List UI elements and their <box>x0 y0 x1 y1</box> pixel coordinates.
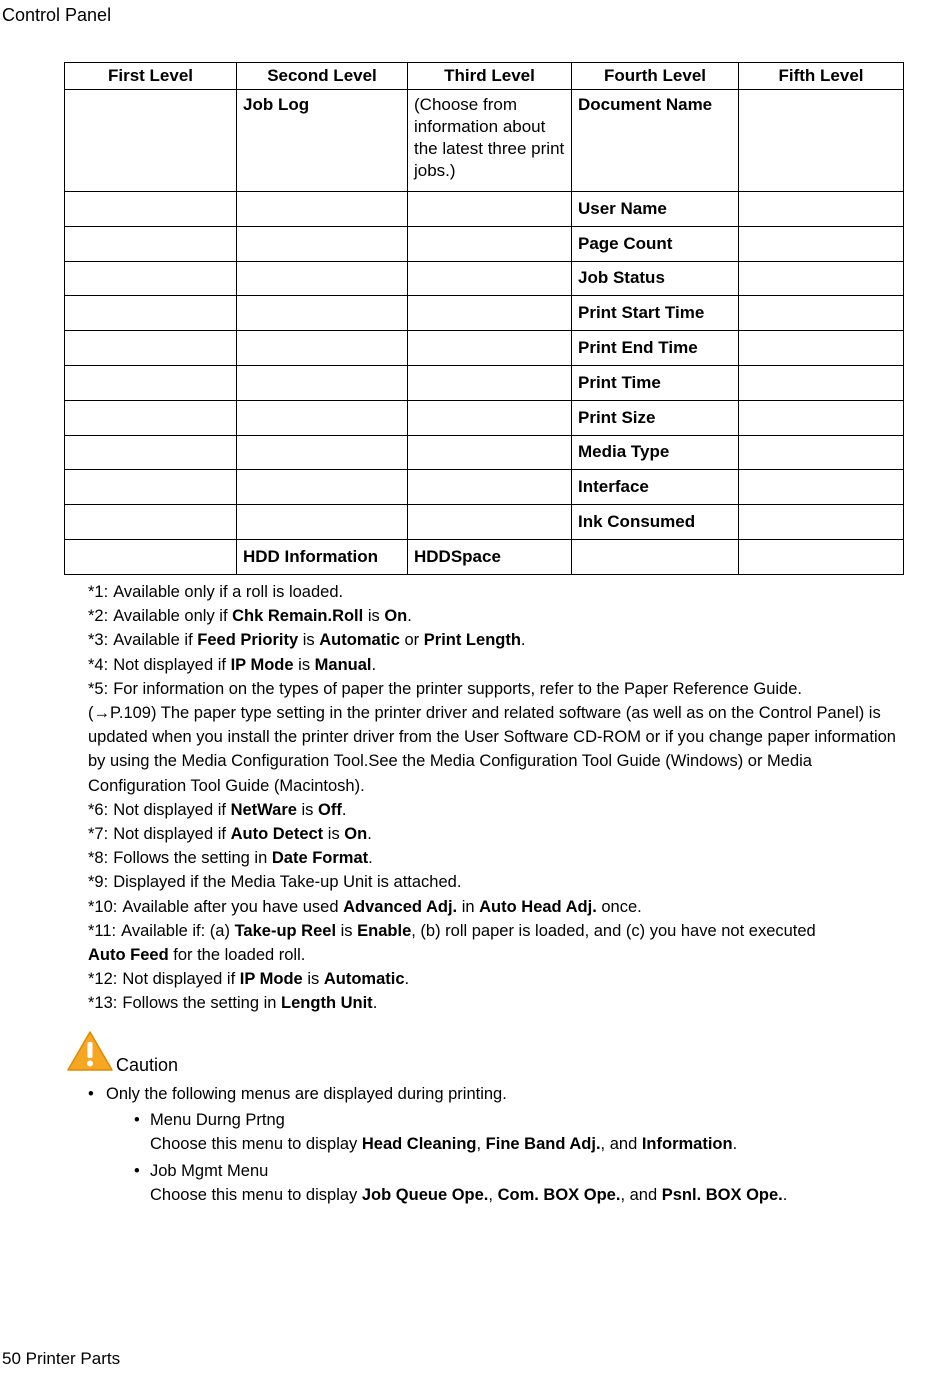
footnote <box>88 677 908 798</box>
footnote <box>88 919 908 967</box>
table-cell <box>237 226 408 261</box>
table-cell: HDD Information <box>237 539 408 574</box>
table-row <box>65 261 904 296</box>
table-cell <box>408 365 572 400</box>
table-cell: Print Start Time <box>572 296 739 331</box>
table-cell: HDDSpace <box>408 539 572 574</box>
table-cell <box>739 331 904 366</box>
menu-table <box>64 62 904 575</box>
footnote-text: Available only if Chk Remain.Roll is On. <box>113 607 412 626</box>
table-cell <box>65 505 237 540</box>
warning-icon <box>66 1030 114 1072</box>
footnotes <box>88 580 908 1016</box>
footnote <box>88 895 908 919</box>
footnote-number: *2: <box>88 607 109 626</box>
table-cell: Print Size <box>572 400 739 435</box>
table-row <box>65 331 904 366</box>
footnote-number: *11: <box>88 921 117 940</box>
table-cell: Interface <box>572 470 739 505</box>
table-cell: Print End Time <box>572 331 739 366</box>
footnote-text: Available if: (a) Take-up Reel is Enable, (b) roll paper is loaded, and (c) you have not executed <box>121 921 816 940</box>
header-second-level: Second Level <box>237 63 408 90</box>
table-cell <box>65 192 237 227</box>
table-cell <box>237 400 408 435</box>
caution-list <box>88 1082 908 1207</box>
footnote-number: *7: <box>88 825 109 844</box>
table-cell <box>65 90 237 192</box>
table-row <box>65 226 904 261</box>
table-cell <box>408 261 572 296</box>
footnote-number: *13: <box>88 994 118 1013</box>
footnote-number: *9: <box>88 873 109 892</box>
footnote-number: *5: <box>88 679 109 698</box>
menu-description: Choose this menu to display Job Queue Ope., Com. BOX Ope., and Psnl. BOX Ope.. <box>150 1185 788 1204</box>
table-cell: User Name <box>572 192 739 227</box>
bullet-icon: • <box>88 1085 94 1103</box>
table-cell <box>65 296 237 331</box>
table-cell <box>237 435 408 470</box>
table-cell: Job Status <box>572 261 739 296</box>
caution-title: Caution <box>116 1055 179 1075</box>
footnote <box>88 822 908 846</box>
footnote <box>88 846 908 870</box>
table-cell <box>237 261 408 296</box>
header-fifth-level: Fifth Level <box>739 63 904 90</box>
footnote-number: *10: <box>88 897 118 916</box>
list-item <box>134 1108 908 1156</box>
table-cell <box>408 435 572 470</box>
footnote <box>88 870 908 894</box>
footnote-number: *8: <box>88 849 109 868</box>
footnote-number: *4: <box>88 655 109 674</box>
table-cell <box>408 331 572 366</box>
table-cell <box>65 365 237 400</box>
bullet-icon: • <box>134 1111 140 1130</box>
table-row <box>65 539 904 574</box>
table-cell <box>65 539 237 574</box>
table-cell <box>408 400 572 435</box>
table-cell <box>408 296 572 331</box>
footnote-continuation: (→P.109) The paper type setting in the printer driver and related software (as well as on the Control Panel) is updated when you install the printer driver from the User Software CD-ROM or if you change paper information by using the Media Configuration Tool.See the Media Configuration Tool Guide (Windows) or Media Configuration Tool Guide (Macintosh). <box>88 704 896 795</box>
footnote <box>88 798 908 822</box>
table-cell <box>408 470 572 505</box>
table-cell <box>739 400 904 435</box>
menu-description: Choose this menu to display Head Cleaning, Fine Band Adj., and Information. <box>150 1135 738 1154</box>
table-row <box>65 470 904 505</box>
header-first-level: First Level <box>65 63 237 90</box>
table-cell: Document Name <box>572 90 739 192</box>
footnote-text: Not displayed if NetWare is Off. <box>113 800 347 819</box>
caution-bullet-text: Only the following menus are displayed during printing. <box>106 1085 507 1103</box>
table-cell <box>237 331 408 366</box>
table-cell <box>739 261 904 296</box>
table-cell <box>739 296 904 331</box>
table-cell: Print Time <box>572 365 739 400</box>
footnote-text: Available only if a roll is loaded. <box>113 583 344 601</box>
table-cell <box>65 331 237 366</box>
table-cell <box>739 365 904 400</box>
table-cell <box>739 470 904 505</box>
table-cell <box>739 505 904 540</box>
page-header: Control Panel <box>2 5 112 25</box>
footnote <box>88 628 908 652</box>
table-row <box>65 435 904 470</box>
table-cell <box>572 539 739 574</box>
table-cell: Ink Consumed <box>572 505 739 540</box>
footnote-text: Not displayed if IP Mode is Automatic. <box>122 970 410 989</box>
table-cell <box>237 470 408 505</box>
list-item <box>134 1159 908 1207</box>
menu-name: Job Mgmt Menu <box>150 1161 269 1180</box>
footnote-text: Follows the setting in Length Unit. <box>122 994 378 1013</box>
table-row <box>65 505 904 540</box>
footnote-number: *3: <box>88 631 109 650</box>
footnote-text: Not displayed if Auto Detect is On. <box>113 825 372 844</box>
table-cell <box>65 261 237 296</box>
footnote-text: Displayed if the Media Take-up Unit is attached. <box>113 873 462 892</box>
footnote <box>88 991 908 1015</box>
table-row <box>65 192 904 227</box>
table-cell <box>237 192 408 227</box>
footnote-number: *12: <box>88 970 118 989</box>
table-row <box>65 365 904 400</box>
table-cell <box>65 470 237 505</box>
table-cell: (Choose from information about the latest three print jobs.) <box>408 90 572 192</box>
footnote-text: Available after you have used Advanced Adj. in Auto Head Adj. once. <box>122 897 642 916</box>
footnote <box>88 604 908 628</box>
footnote-continuation: Auto Feed for the loaded roll. <box>88 946 306 965</box>
table-row <box>65 296 904 331</box>
table-row <box>65 90 904 192</box>
footnote <box>88 580 908 604</box>
page-footer: 50 Printer Parts <box>2 1349 121 1368</box>
bullet-icon: • <box>134 1161 140 1180</box>
table-cell <box>739 90 904 192</box>
table-cell <box>65 400 237 435</box>
footnote-text: For information on the types of paper the printer supports, refer to the Paper Reference Guide. <box>113 679 802 698</box>
footnote-text: Follows the setting in Date Format. <box>113 849 373 868</box>
table-cell <box>739 226 904 261</box>
footnote-text: Available if Feed Priority is Automatic or Print Length. <box>113 631 526 650</box>
menu-name: Menu Durng Prtng <box>150 1111 285 1130</box>
header-third-level: Third Level <box>408 63 572 90</box>
table-cell <box>739 192 904 227</box>
table-header-row <box>65 63 904 90</box>
header-fourth-level: Fourth Level <box>572 63 739 90</box>
footnote-number: *1: <box>88 583 109 601</box>
table-row <box>65 400 904 435</box>
table-cell <box>237 296 408 331</box>
table-cell <box>237 365 408 400</box>
table-cell <box>408 226 572 261</box>
footnote <box>88 967 908 991</box>
table-cell: Media Type <box>572 435 739 470</box>
footnote-number: *6: <box>88 800 109 819</box>
table-cell <box>739 539 904 574</box>
footnote <box>88 653 908 677</box>
list-item <box>88 1082 908 1106</box>
table-cell <box>739 435 904 470</box>
table-cell <box>237 505 408 540</box>
table-cell: Job Log <box>237 90 408 192</box>
table-cell: Page Count <box>572 226 739 261</box>
table-cell <box>65 226 237 261</box>
table-cell <box>408 505 572 540</box>
table-cell <box>65 435 237 470</box>
footnote-text: Not displayed if IP Mode is Manual. <box>113 655 377 674</box>
table-cell <box>408 192 572 227</box>
